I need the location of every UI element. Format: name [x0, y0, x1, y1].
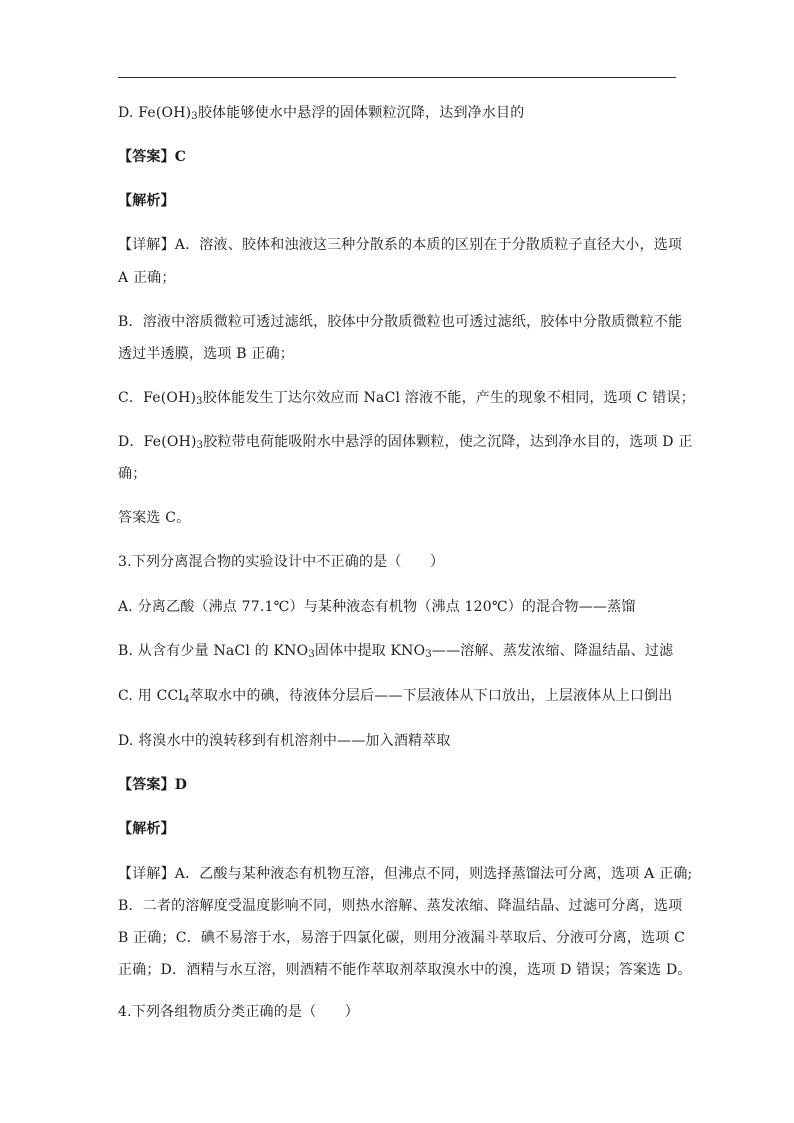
q2-detail-line: 【详解】A．溶液、胶体和浊液这三种分散系的本质的区别在于分散质粒子直径大小，选项 [118, 237, 683, 253]
q2-conclusion: 答案选 C。 [118, 510, 191, 526]
q3-answer: 【答案】D [118, 777, 188, 793]
q2-option-d: D. $Fe(OH)_3$胶体能够使水中悬浮的固体颗粒沉降，达到净水目的 [118, 105, 525, 122]
header-rule [118, 77, 676, 78]
q3-detail-line: B．二者的溶解度受温度影响不同，则热水溶解、蒸发浓缩、降温结晶、过滤可分离，选项 [118, 898, 683, 914]
q3-detail-line: 【详解】A．乙酸与某种液态有机物互溶，但沸点不同，则选择蒸馏法可分离，选项 A 正确; [118, 866, 693, 882]
q3-option-a: A. 分离乙酸（沸点 77.1℃）与某种液态有机物（沸点 120℃）的混合物——蒸馏 [118, 599, 636, 615]
q4-stem: 4.下列各组物质分类正确的是（ ） [118, 1004, 359, 1020]
q3-detail-line: B 正确；C．碘不易溶于水，易溶于四氯化碳，则用分液漏斗萃取后、分液可分离，选项 C [118, 930, 686, 946]
q3-option-c: C. 用 CCl$_4$萃取水中的碘，待液体分层后——下层液体从下口放出，上层液体从上口倒出 [118, 688, 673, 705]
q2-detail-line: 确； [118, 466, 147, 482]
q3-stem: 3.下列分离混合物的实验设计中不正确的是（ ） [118, 554, 445, 570]
q2-detail-line: A 正确； [118, 270, 176, 286]
q2-detail-line: D．$Fe(OH)_3$胶粒带电荷能吸附水中悬浮的固体颗粒，使之沉降，达到净水目的，选项 D 正 [118, 434, 693, 451]
q2-detail-line: B．溶液中溶质微粒可透过滤纸，胶体中分散质微粒也可透过滤纸，胶体中分散质微粒不能 [118, 314, 683, 330]
q3-detail-line: 正确；D．酒精与水互溶，则酒精不能作萃取剂萃取溴水中的溴，选项 D 错误；答案选 D。 [118, 962, 692, 978]
q2-analysis-heading: 【解析】 [118, 193, 175, 209]
q3-analysis-heading: 【解析】 [118, 821, 175, 837]
q3-option-d: D. 将溴水中的溴转移到有机溶剂中——加入酒精萃取 [118, 733, 451, 749]
q2-detail-line: 透过半透膜，选项 B 正确； [118, 346, 294, 362]
q2-answer: 【答案】C [118, 149, 187, 165]
q2-detail-line: C．$Fe(OH)_3$胶体能发生丁达尔效应而 NaCl 溶液不能，产生的现象不相同，选项 C 错误； [118, 390, 695, 407]
q3-option-b: B. 从含有少量 NaCl 的 $KNO_3$固体中提取 $KNO_3——$溶解、蒸发浓缩、降温结晶、过滤 [118, 643, 674, 660]
